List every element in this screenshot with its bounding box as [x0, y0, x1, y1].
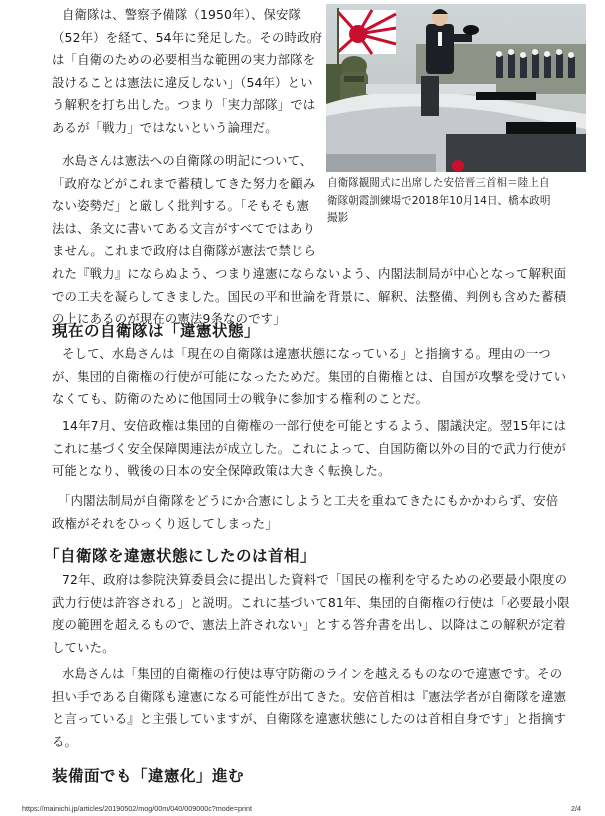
text-line: 「政府などがこれまで蓄積してきた努力を顧み [52, 175, 316, 191]
text-line: る。 [52, 733, 78, 749]
text-line: と言っている』と主張していますが、自衛隊を違憲状態にしたのは首相自身です」と指摘す [52, 711, 567, 727]
text-line: ない姿勢だ」と厳しく批判する。「そもそも憲 [52, 198, 310, 214]
article-photo [326, 4, 586, 172]
text-line: での工夫を凝らしてきました。国民の平和世論を背景に、解釈、法整備、判例も含めた蓄積 [52, 288, 567, 304]
paragraph-1 [52, 4, 323, 140]
text-line: 14年7月、安倍政権は集団的自衛権の一部行使を可能とするよう、閣議決定。翌15年には [62, 418, 567, 433]
text-line: なくても、防衛のために他国同士の戦争に参加する権利のことだ。 [52, 391, 429, 407]
text-line: 可能となり、戦後の日本の安全保障政策は大きく転換した。 [52, 463, 391, 479]
section-heading-2: 「自衛隊を違憲状態にしたのは首相」 [44, 547, 317, 565]
text-line: 武力行使は許容される」と説明。これに基づいて81年、集団的自衛権の行使は「必要最小限 [52, 594, 570, 610]
caption-line: 衛隊朝霞訓練場で2018年10月14日、橋本政明 [327, 194, 551, 207]
text-line: 設けることは憲法に違反しない」（54年）とい [52, 74, 313, 90]
text-line: していた。 [52, 639, 115, 655]
paragraph-4 [52, 415, 567, 483]
caption-line: 自衛隊観閲式に出席した安倍晋三首相＝陸上自 [327, 177, 550, 189]
text-line: は「自衛のための必要相当な範囲の実力部隊を [52, 52, 316, 68]
parade-photo-illustration [326, 4, 586, 172]
text-line: 72年、政府は参院決算委員会に提出した資料で「国民の権利を守るための必要最小限度の [62, 572, 568, 587]
paragraph-7 [52, 663, 567, 753]
footer-page-number: 2/4 [571, 804, 581, 813]
text-line: う解釈を打ち出した。つまり「実力部隊」では [52, 97, 316, 113]
text-line: 自衛隊は、警察予備隊（1950年）、保安隊 [62, 7, 302, 22]
caption-line: 撮影 [327, 212, 349, 224]
paragraph-3 [52, 343, 567, 411]
section-heading-1: 現在の自衛隊は「違憲状態」 [52, 322, 261, 340]
text-line: 担い手である自衛隊も違憲になる可能性が出てきた。安倍首相は『憲法学者が自衛隊を違憲 [52, 688, 567, 704]
text-line: そして、水島さんは「現在の自衛隊は違憲状態になっている」と指摘する。理由の一つ [62, 346, 551, 361]
text-line: 法は、条文に書いてある文言がすべてではあり [52, 220, 316, 236]
text-line: （52年）を経て、54年に発足した。その時政府 [52, 29, 323, 45]
text-line: れた『戦力』にならぬよう、つまり違憲にならないよう、内閣法制局が中心となって解釈面 [52, 265, 567, 281]
text-line: が、集団的自衛権の行使が可能になったためだ。集団的自衛権とは、自国が攻撃を受けてい [52, 368, 567, 384]
text-line: あるが「戦力」ではないという論理だ。 [52, 119, 278, 135]
text-line: 水島さんは「集団的自衛権の行使は専守防衛のラインを越えるものなので違憲です。その [62, 666, 563, 681]
section-heading-3: 装備面でも「違憲化」進む [52, 767, 245, 785]
paragraph-5 [52, 490, 559, 535]
text-line: 「内閣法制局が自衛隊をどうにか合憲にしようと工夫を重ねてきたにもかかわらず、安倍 [58, 493, 559, 508]
text-line: 水島さんは憲法への自衛隊の明記について、 [62, 153, 313, 168]
photo-caption [327, 175, 589, 228]
text-line: の上にあるのが現在の憲法9条なのです」 [52, 311, 286, 327]
footer-url[interactable]: https://mainichi.jp/articles/20190502/mog/00m/040/009000c?mode=print [22, 804, 252, 813]
text-line: ません。これまで政府は自衛隊が憲法で禁じら [52, 243, 317, 259]
text-line: 政権がそれをひっくり返してしまった」 [52, 515, 278, 531]
text-line: これに基づく安全保障関連法が成立した。これによって、自国防衛以外の目的で武力行使が [52, 440, 566, 456]
text-line: 度の範囲を超えるもので、憲法上許されない」とする答弁書を出し、以降はこの解釈が定着 [52, 617, 566, 633]
paragraph-6 [52, 569, 570, 659]
